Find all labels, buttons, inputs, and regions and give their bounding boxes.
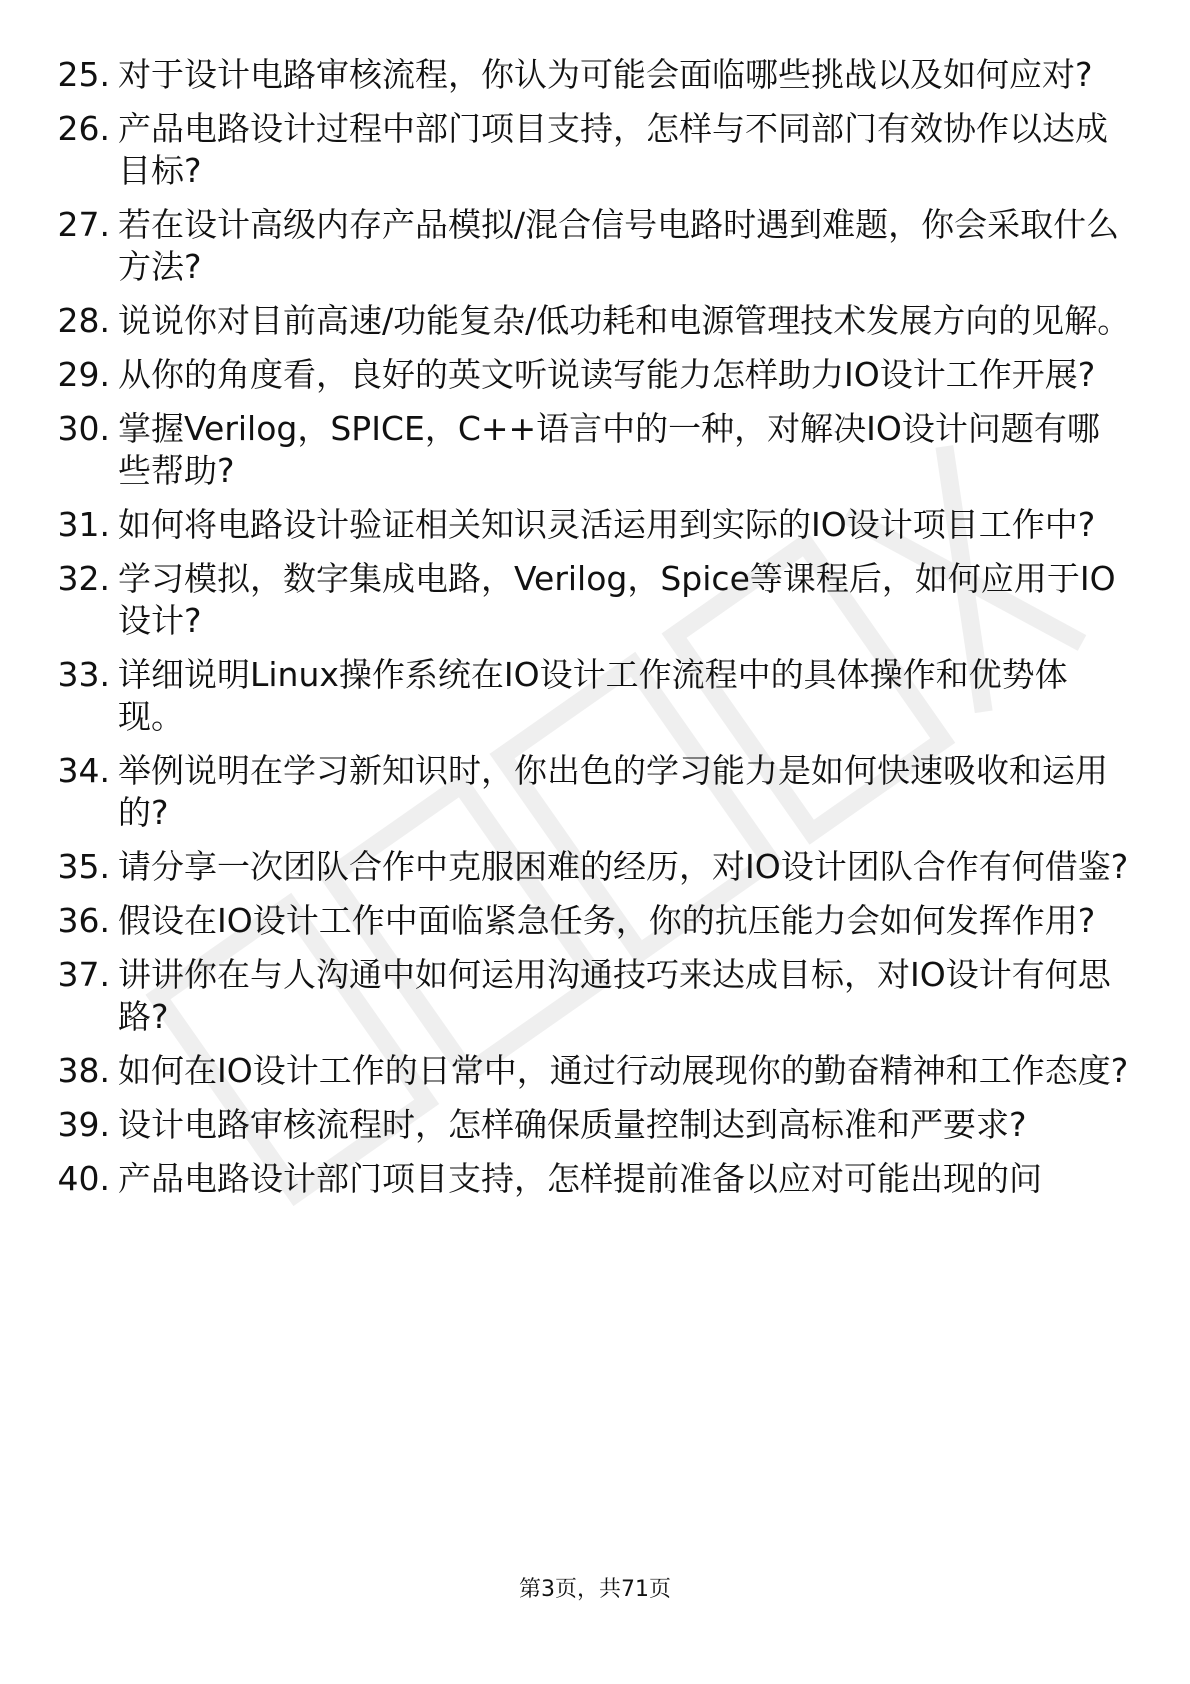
question-text: 如何在IO设计工作的日常中，通过行动展现你的勤奋精神和工作态度? bbox=[118, 1051, 1129, 1090]
list-item bbox=[52, 354, 1132, 396]
question-number: 33. bbox=[57, 655, 110, 694]
question-text: 请分享一次团队合作中克服困难的经历，对IO设计团队合作有何借鉴? bbox=[118, 847, 1129, 886]
question-number: 37. bbox=[57, 955, 110, 994]
question-number: 36. bbox=[57, 901, 110, 940]
question-text: 学习模拟，数字集成电路，Verilog，Spice等课程后，如何应用于IO设计? bbox=[118, 559, 1116, 640]
list-item bbox=[52, 750, 1132, 834]
question-text: 讲讲你在与人沟通中如何运用沟通技巧来达成目标，对IO设计有何思路? bbox=[118, 955, 1111, 1036]
list-item bbox=[52, 900, 1132, 942]
question-text: 说说你对目前高速/功能复杂/低功耗和电源管理技术发展方向的见解。 bbox=[118, 301, 1131, 340]
list-item bbox=[52, 108, 1132, 192]
list-item bbox=[52, 408, 1132, 492]
list-item bbox=[52, 558, 1132, 642]
list-item bbox=[52, 1158, 1132, 1200]
list-item bbox=[52, 846, 1132, 888]
question-text: 如何将电路设计验证相关知识灵活运用到实际的IO设计项目工作中? bbox=[118, 505, 1096, 544]
question-number: 35. bbox=[57, 847, 110, 886]
list-item bbox=[52, 1104, 1132, 1146]
list-item bbox=[52, 954, 1132, 1038]
question-text: 设计电路审核流程时，怎样确保质量控制达到高标准和严要求? bbox=[118, 1105, 1027, 1144]
question-text: 对于设计电路审核流程，你认为可能会面临哪些挑战以及如何应对? bbox=[118, 55, 1093, 94]
question-number: 28. bbox=[57, 301, 110, 340]
question-text: 详细说明Linux操作系统在IO设计工作流程中的具体操作和优势体现。 bbox=[118, 655, 1068, 736]
question-text: 举例说明在学习新知识时，你出色的学习能力是如何快速吸收和运用的? bbox=[118, 751, 1108, 832]
question-number: 27. bbox=[57, 205, 110, 244]
question-number: 38. bbox=[57, 1051, 110, 1090]
question-number: 32. bbox=[57, 559, 110, 598]
list-item bbox=[52, 300, 1132, 342]
question-text: 产品电路设计过程中部门项目支持，怎样与不同部门有效协作以达成目标? bbox=[118, 109, 1108, 190]
question-text: 产品电路设计部门项目支持，怎样提前准备以应对可能出现的问 bbox=[118, 1159, 1042, 1198]
list-item bbox=[52, 1050, 1132, 1092]
question-text: 从你的角度看，良好的英文听说读写能力怎样助力IO设计工作开展? bbox=[118, 355, 1096, 394]
question-text: 若在设计高级内存产品模拟/混合信号电路时遇到难题，你会采取什么方法? bbox=[118, 205, 1120, 286]
question-number: 30. bbox=[57, 409, 110, 448]
question-number: 26. bbox=[57, 109, 110, 148]
list-item bbox=[52, 654, 1132, 738]
question-number: 39. bbox=[57, 1105, 110, 1144]
question-number: 25. bbox=[57, 55, 110, 94]
list-item bbox=[52, 54, 1132, 96]
question-list bbox=[52, 54, 1132, 1212]
question-number: 40. bbox=[57, 1159, 110, 1198]
question-text: 假设在IO设计工作中面临紧急任务，你的抗压能力会如何发挥作用? bbox=[118, 901, 1096, 940]
question-number: 31. bbox=[57, 505, 110, 544]
page-number: 第3页，共71页 bbox=[519, 1577, 671, 1602]
question-number: 34. bbox=[57, 751, 110, 790]
list-item bbox=[52, 504, 1132, 546]
list-item bbox=[52, 204, 1132, 288]
question-text: 掌握Verilog，SPICE，C++语言中的一种，对解决IO设计问题有哪些帮助? bbox=[118, 409, 1100, 490]
question-number: 29. bbox=[57, 355, 110, 394]
